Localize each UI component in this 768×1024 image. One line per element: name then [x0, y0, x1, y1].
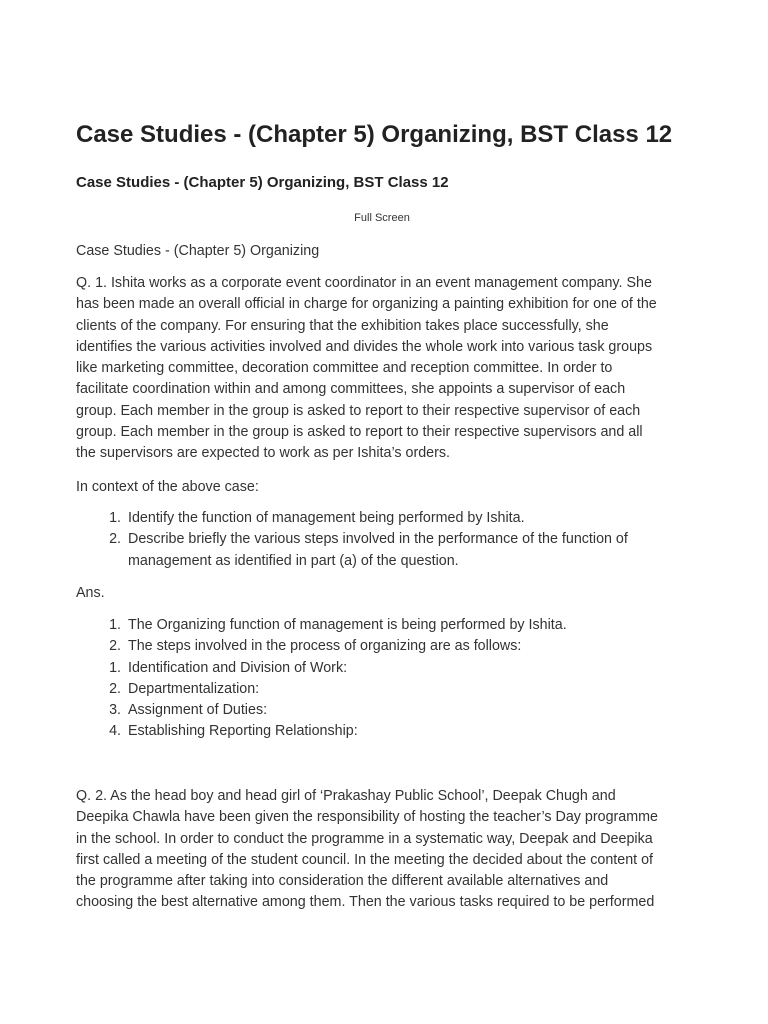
list-text: Identify the function of management being performed by Ishita. [128, 510, 525, 526]
paragraph-line: group. Each member in the group is asked to report to their respective supervisor of each [76, 402, 641, 419]
paragraph-line: Q. 2. As the head boy and head girl of ‘Prakashay Public School’, Deepak Chugh and [76, 788, 616, 804]
answer-list [76, 615, 692, 743]
list-item [76, 615, 692, 636]
paragraph-line: Deepika Chawla have been given the responsibility of hosting the teacher’s Day programme [76, 809, 659, 826]
list-number: 1. [109, 659, 121, 676]
list-number: 2. [109, 531, 121, 548]
context-line: In context of the above case: [76, 479, 259, 495]
question-2-paragraph [76, 786, 692, 914]
paragraph-line: clients of the company. For ensuring that the exhibition takes place successfully, she [76, 317, 609, 334]
list-item [76, 508, 692, 529]
list-number: 1. [109, 617, 121, 633]
list-number: 4. [109, 723, 121, 740]
list-text: The Organizing function of management is being performed by Ishita. [128, 617, 567, 633]
intro-line: Case Studies - (Chapter 5) Organizing [76, 243, 320, 259]
paragraph-line: the programme after taking into consideration the different available alternatives and [76, 873, 609, 890]
paragraph-line: group. Each member in the group is asked to report to their respective supervisors and all [76, 424, 643, 441]
list-text: Establishing Reporting Relationship: [128, 723, 358, 740]
list-number: 1. [109, 510, 121, 526]
list-text: management as identified in part (a) of the question. [128, 552, 459, 569]
paragraph-line: choosing the best alternative among them. Then the various tasks required to be performed [76, 894, 655, 911]
list-number: 2. [109, 638, 121, 655]
question-list [76, 508, 692, 572]
paragraph-line: Q. 1. Ishita works as a corporate event coordinator in an event management company. She [76, 275, 652, 291]
document-subtitle: Case Studies - (Chapter 5) Organizing, BST Class 12 [76, 174, 449, 191]
list-number: 2. [109, 680, 121, 697]
paragraph-line: the supervisors are expected to work as per Ishita’s orders. [76, 445, 451, 462]
answer-label: Ans. [76, 585, 105, 601]
list-item [76, 529, 692, 550]
document-title: Case Studies - (Chapter 5) Organizing, BST Class 12 [76, 121, 673, 148]
paragraph-line: in the school. In order to conduct the programme in a systematic way, Deepak and Deepika [76, 830, 653, 847]
paragraph-line: like marketing committee, decoration committee and reception committee. In order to [76, 360, 613, 377]
list-item [76, 700, 692, 721]
question-1-paragraph [76, 273, 692, 465]
paragraph-line: identifies the various activities involved and divides the whole work into various task groups [76, 338, 653, 355]
list-item [76, 658, 692, 679]
list-number: 3. [109, 702, 121, 719]
list-text: Identification and Division of Work: [128, 659, 348, 676]
list-item [76, 679, 692, 700]
list-item [76, 721, 692, 742]
list-text: Describe briefly the various steps involved in the performance of the function of [128, 531, 628, 548]
list-text: Departmentalization: [128, 680, 260, 697]
list-item [76, 636, 692, 657]
paragraph-line: first called a meeting of the student council. In the meeting the decided about the content of [76, 851, 654, 868]
list-text: The steps involved in the process of organizing are as follows: [128, 638, 522, 655]
paragraph-line: has been made an overall official in charge for organizing a painting exhibition for one of the [76, 296, 657, 313]
full-screen-link[interactable]: Full Screen [354, 212, 410, 224]
paragraph-line: facilitate coordination within and among committees, she appoints a supervisor of each [76, 381, 626, 398]
list-item-continuation [76, 551, 692, 572]
list-text: Assignment of Duties: [128, 702, 268, 719]
